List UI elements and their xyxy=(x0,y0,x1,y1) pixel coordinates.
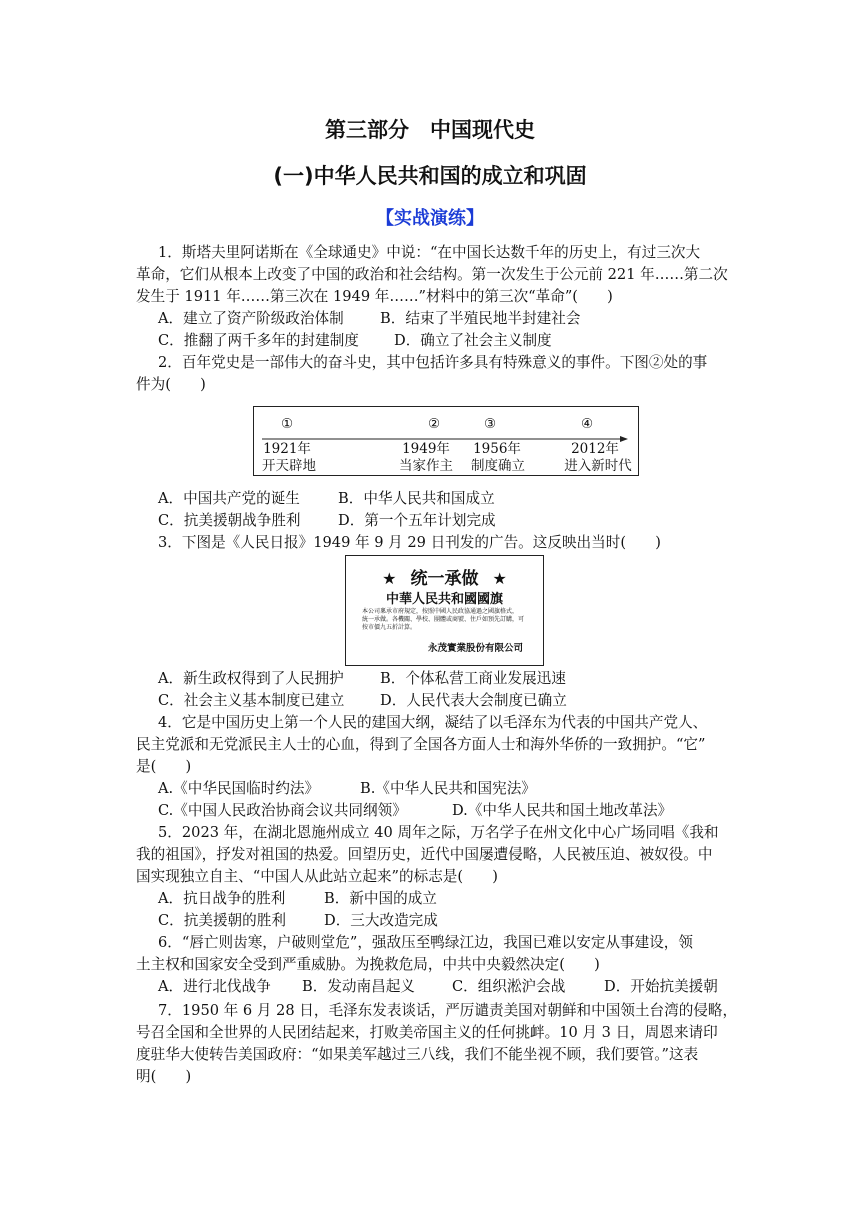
timeline-marker-2: ② xyxy=(427,416,441,432)
question-text: 5．2023 年，在湖北恩施州成立 40 周年之际，万名学子在州文化中心广场同唱《我和 xyxy=(158,824,719,841)
option-c[interactable]: C．组织淞沪会战 xyxy=(452,978,566,995)
part-title: 第三部分 中国现代史 xyxy=(325,118,535,142)
timeline-caption-2: 当家作主 xyxy=(399,458,453,474)
option-c[interactable]: C.《中国人民政治协商会议共同纲领》 xyxy=(158,802,407,819)
option-b[interactable]: B．结束了半殖民地半封建社会 xyxy=(380,310,581,327)
option-b[interactable]: B．发动南昌起义 xyxy=(302,978,415,995)
question-text: 2．百年党史是一部伟大的奋斗史，其中包括许多具有特殊意义的事件。下图②处的事 xyxy=(158,354,708,371)
option-b[interactable]: B.《中华人民共和国宪法》 xyxy=(360,780,536,797)
question-text: 民主党派和无党派民主人士的心血，得到了全国各方面人士和海外华侨的一致拥护。“它” xyxy=(136,736,706,753)
timeline-caption-3: 制度确立 xyxy=(471,458,525,474)
option-row xyxy=(158,690,567,712)
timeline-caption-4: 进入新时代 xyxy=(564,458,632,474)
question-text: 1．斯塔夫里阿诺斯在《全球通史》中说：“在中国长达数千年的历史上，有过三次大 xyxy=(158,244,701,261)
option-row xyxy=(158,976,718,998)
advert-subtitle: 中華人民共和國國旗 xyxy=(385,592,503,607)
advert-company: 永茂實業股份有限公司 xyxy=(427,643,523,654)
question-text: 6．“唇亡则齿寒，户破则堂危”，强敌压至鸭绿江边，我国已难以安定从事建设，领 xyxy=(158,934,693,951)
star-icon: ★ xyxy=(382,569,397,588)
question-text: 革命，它们从根本上改变了中国的政治和社会结构。第一次发生于公元前 221 年……第二次 xyxy=(136,266,728,283)
option-a[interactable]: A．抗日战争的胜利 xyxy=(158,890,286,907)
option-row xyxy=(158,510,496,532)
option-row xyxy=(158,308,580,330)
timeline-year-2: 1949年 xyxy=(402,441,450,457)
section-label: 【实战演练】 xyxy=(376,208,484,229)
option-c[interactable]: C．推翻了两千多年的封建制度 xyxy=(158,332,359,349)
question-text: 土主权和国家安全受到严重威胁。为挽救危局，中共中央毅然决定( ) xyxy=(136,956,600,973)
advert-headline: ★ 统一承做 ★ xyxy=(382,569,507,589)
option-d[interactable]: D．人民代表大会制度已确立 xyxy=(380,692,567,709)
question-text: 国实现独立自主、“中国人从此站立起来”的标志是( ) xyxy=(136,868,498,885)
chapter-title: (一)中华人民共和国的成立和巩固 xyxy=(273,164,587,188)
question-text: 7．1950 年 6 月 28 日，毛泽东发表谈话，严厉谴责美国对朝鲜和中国领土台湾的侵略， xyxy=(158,1002,738,1019)
option-d[interactable]: D.《中华人民共和国土地改革法》 xyxy=(452,802,673,819)
option-d[interactable]: D．第一个五年计划完成 xyxy=(338,512,496,529)
question-text: 是( ) xyxy=(136,758,192,775)
option-row xyxy=(158,888,437,910)
question-text: 明( ) xyxy=(136,1068,192,1085)
option-c[interactable]: C．抗美援朝的胜利 xyxy=(158,912,286,929)
option-a[interactable]: A.《中华民国临时约法》 xyxy=(158,780,320,797)
timeline-marker-1: ① xyxy=(280,416,294,432)
option-d[interactable]: D．确立了社会主义制度 xyxy=(394,332,552,349)
option-row xyxy=(158,910,438,932)
option-d[interactable]: D．三大改造完成 xyxy=(324,912,438,929)
option-row xyxy=(158,778,536,800)
option-b[interactable]: B．中华人民共和国成立 xyxy=(338,490,495,507)
option-row xyxy=(158,668,566,690)
timeline-year-1: 1921年 xyxy=(263,441,311,457)
option-b[interactable]: B．新中国的成立 xyxy=(324,890,437,907)
option-c[interactable]: C．社会主义基本制度已建立 xyxy=(158,692,345,709)
option-a[interactable]: A．新生政权得到了人民拥护 xyxy=(158,670,344,687)
option-a[interactable]: A．中国共产党的诞生 xyxy=(158,490,300,507)
question-text: 发生于 1911 年……第三次在 1949 年……”材料中的第三次“革命”( ) xyxy=(136,288,613,305)
timeline-year-3: 1956年 xyxy=(473,441,521,457)
star-icon: ★ xyxy=(492,569,507,588)
newspaper-advert xyxy=(345,555,544,666)
option-row xyxy=(158,800,672,822)
option-row xyxy=(158,330,552,352)
question-text: 3．下图是《人民日报》1949 年 9 月 29 日刊发的广告。这反映出当时( ) xyxy=(158,534,661,551)
option-c[interactable]: C．抗美援朝战争胜利 xyxy=(158,512,301,529)
advert-body: 本公司稟承市府規定，按照中國人民政協通過之國旗格式， 統一承做。各機關、學校、團體或商號、住戶如預先訂購，可 按市價九五折計算。 xyxy=(362,608,525,631)
timeline-marker-3: ③ xyxy=(483,416,497,432)
timeline-marker-4: ④ xyxy=(580,416,594,432)
timeline-year-4: 2012年 xyxy=(571,441,619,457)
question-text: 度驻华大使转告美国政府：“如果美军越过三八线，我们不能坐视不顾，我们要管。”这表 xyxy=(136,1046,699,1063)
question-text: 号召全国和全世界的人民团结起来，打败美帝国主义的任何挑衅。10 月 3 日，周恩来请印 xyxy=(136,1024,718,1041)
option-row xyxy=(158,488,495,510)
question-text: 件为( ) xyxy=(136,376,206,393)
option-b[interactable]: B．个体私营工商业发展迅速 xyxy=(380,670,566,687)
option-a[interactable]: A．建立了资产阶级政治体制 xyxy=(158,310,344,327)
question-text: 我的祖国》，抒发对祖国的热爱。回望历史，近代中国屡遭侵略，人民被压迫、被奴役。中 xyxy=(136,846,713,863)
question-text: 4．它是中国历史上第一个人民的建国大纲，凝结了以毛泽东为代表的中国共产党人、 xyxy=(158,714,708,731)
timeline-caption-1: 开天辟地 xyxy=(262,458,316,474)
option-d[interactable]: D．开始抗美援朝 xyxy=(604,978,718,995)
timeline-figure xyxy=(253,406,639,476)
option-a[interactable]: A．进行北伐战争 xyxy=(158,978,271,995)
